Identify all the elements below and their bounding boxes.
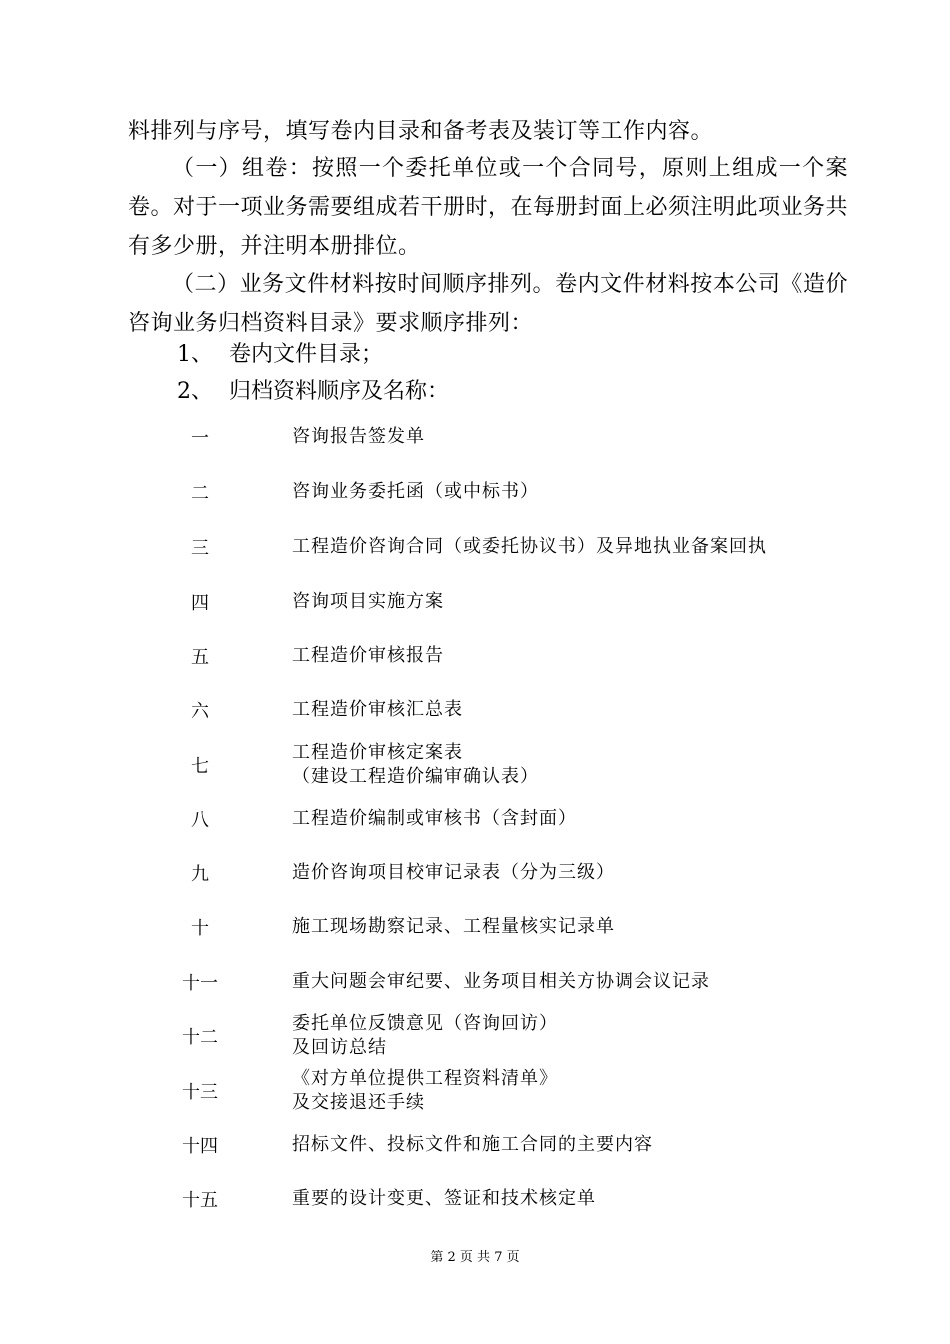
table-row [150, 629, 850, 683]
paragraph-group-volume: （一）组卷：按照一个委托单位或一个合同号，原则上组成一个案卷。对于一项业务需要组成若干册时，在每册封面上必须注明此项业务共有多少册，并注明本册排位。 [128, 156, 849, 259]
item-name: 工程造价咨询合同（或委托协议书）及异地执业备案回执 [292, 536, 767, 557]
item-name: 工程造价审核报告 [292, 645, 444, 666]
table-row [150, 410, 850, 464]
table-row [150, 738, 850, 792]
item-index: 一 [191, 428, 209, 449]
item-name: 委托单位反馈意见（咨询回访） 及回访总结 [292, 1013, 558, 1058]
item-name: 工程造价编制或审核书（含封面） [292, 808, 577, 829]
item-index: 十二 [182, 1027, 218, 1048]
item-name: 造价咨询项目校审记录表（分为三级） [292, 862, 615, 883]
item-index: 十五 [182, 1190, 218, 1211]
list-item-2 [177, 377, 449, 407]
table-row [150, 792, 850, 846]
item-name: 咨询报告签发单 [292, 426, 425, 447]
table-row [150, 575, 850, 629]
paragraph-intro: 料排列与序号，填写卷内目录和备考表及装订等工作内容。 [128, 119, 714, 144]
list-number: 2、 [177, 379, 213, 404]
item-name: 咨询业务委托函（或中标书） [292, 481, 539, 502]
item-index: 四 [191, 593, 209, 614]
table-row [150, 520, 850, 574]
item-name: 施工现场勘察记录、工程量核实记录单 [292, 916, 615, 937]
item-name: 招标文件、投标文件和施工合同的主要内容 [292, 1134, 653, 1155]
item-index: 十 [191, 918, 209, 939]
table-row [150, 1009, 850, 1063]
item-index: 十四 [182, 1136, 218, 1157]
list-text: 归档资料顺序及名称： [229, 379, 450, 404]
table-row [150, 846, 850, 900]
table-row [150, 465, 850, 519]
list-number: 1、 [177, 342, 213, 367]
table-row [150, 683, 850, 737]
list-text: 卷内文件目录； [229, 342, 384, 367]
item-name: 重大问题会审纪要、业务项目相关方协调会议记录 [292, 971, 710, 992]
item-index: 六 [191, 701, 209, 722]
item-name: 《对方单位提供工程资料清单》 及交接退还手续 [292, 1068, 558, 1113]
item-name: 工程造价审核汇总表 [292, 699, 463, 720]
item-index: 八 [191, 810, 209, 831]
table-row [150, 1064, 850, 1118]
list-item-1 [177, 340, 383, 370]
table-row [150, 955, 850, 1009]
item-index: 九 [191, 864, 209, 885]
page-footer: 第 2 页 共 7 页 [430, 1250, 520, 1265]
item-name: 工程造价审核定案表 （建设工程造价编审确认表） [292, 742, 539, 787]
table-row [150, 1118, 850, 1172]
item-name: 咨询项目实施方案 [292, 591, 444, 612]
paragraph-order: （二）业务文件材料按时间顺序排列。卷内文件材料按本公司《造价咨询业务归档资料目录》要求顺序排列： [128, 272, 848, 336]
item-index: 七 [191, 756, 209, 777]
item-index: 十一 [182, 973, 218, 994]
item-index: 五 [191, 647, 209, 668]
table-row [150, 1172, 850, 1226]
item-index: 十三 [182, 1082, 218, 1103]
item-name: 重要的设计变更、签证和技术核定单 [292, 1188, 596, 1209]
item-index: 二 [191, 483, 209, 504]
table-row [150, 900, 850, 954]
item-index: 三 [191, 538, 209, 559]
